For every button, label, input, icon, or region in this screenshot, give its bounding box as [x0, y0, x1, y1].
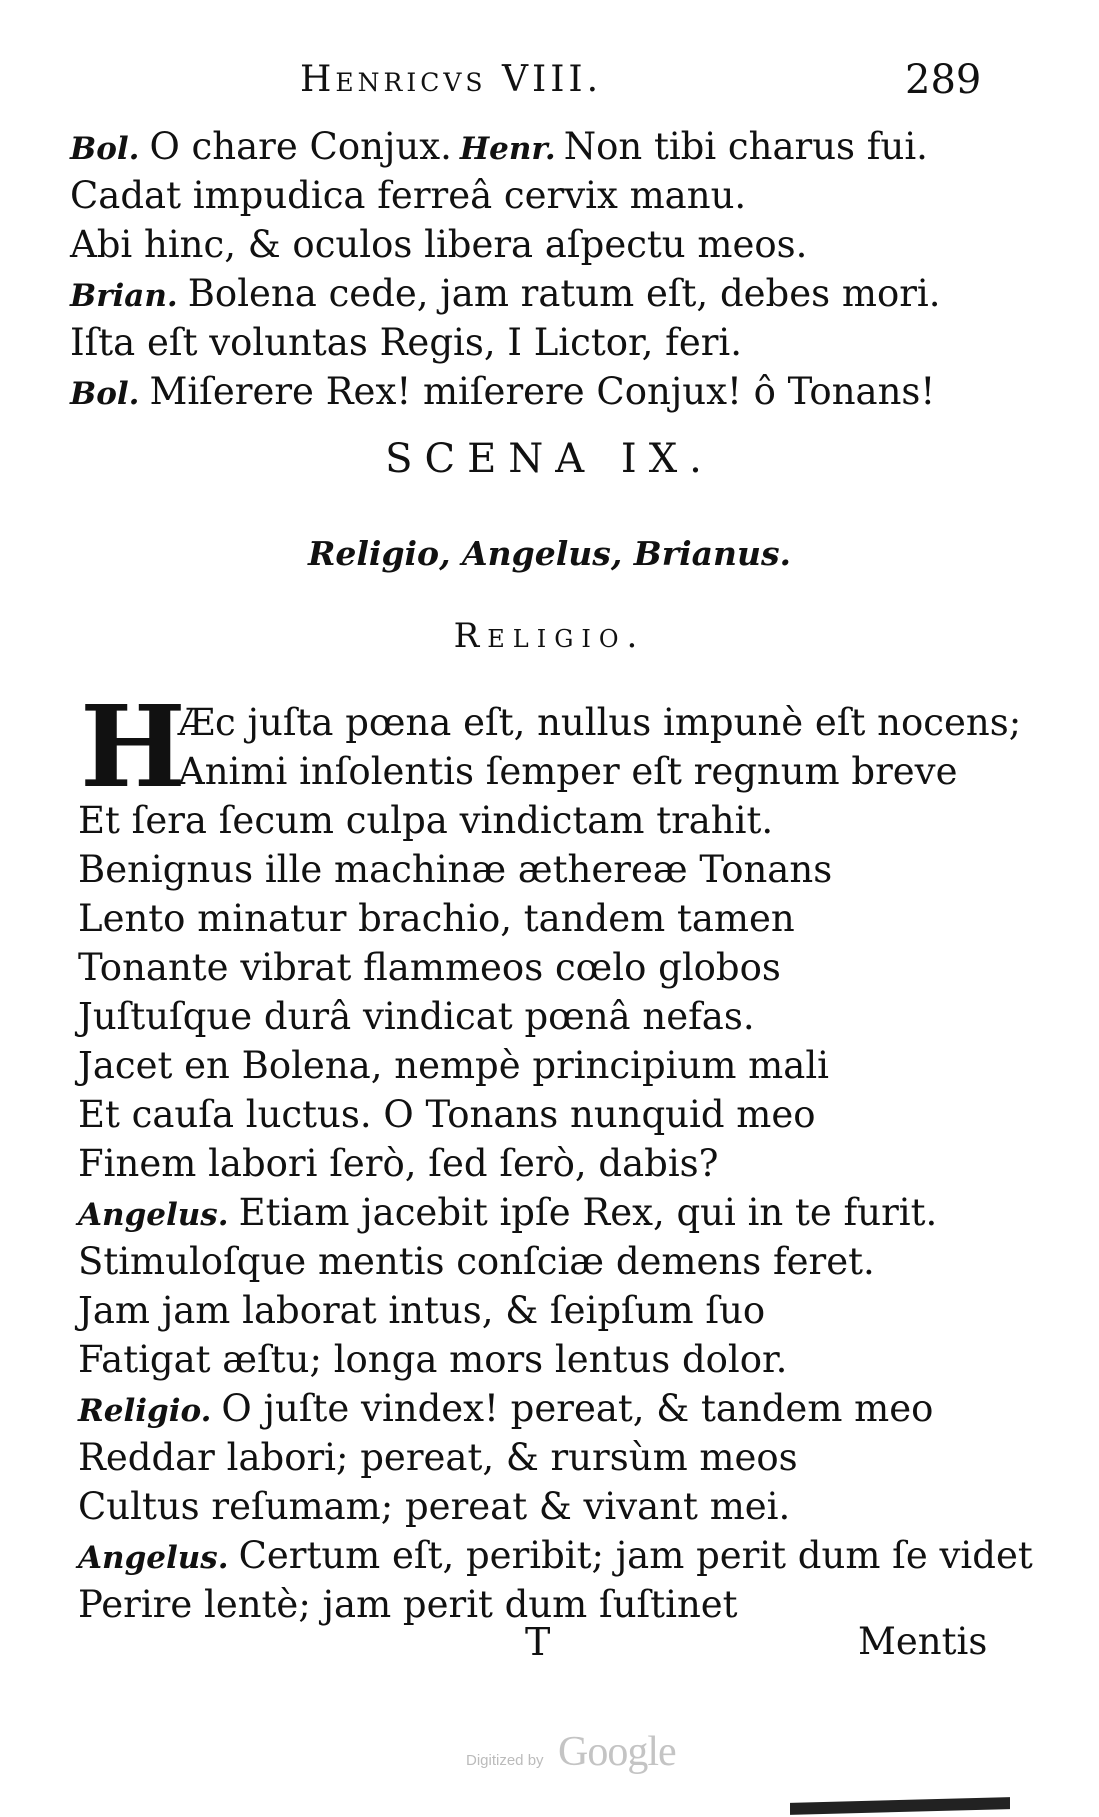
verse-line: [78, 1188, 1038, 1237]
verse-line: [78, 1286, 1038, 1335]
verse-line: [78, 1433, 1038, 1482]
verse-text: Æc juſta pœna eſt, nullus impunè eſt nocens;: [178, 701, 1022, 744]
verse-text: Abi hinc, & oculos libera aſpectu meos.: [70, 223, 808, 266]
verse-text: Et cauſa luctus. O Tonans nunquid meo: [78, 1093, 816, 1136]
verse-line: [78, 1090, 1038, 1139]
verse-text: Tonante vibrat flammeos cœlo globos: [78, 946, 781, 989]
scene-characters: Religio, Angelus, Brianus.: [307, 534, 792, 573]
verse-text: Cultus reſumam; pereat & vivant mei.: [78, 1485, 791, 1528]
verse-line: [78, 1335, 1038, 1384]
verse-line: [78, 845, 1038, 894]
verse-text: Jacet en Bolena, nempè principium mali: [78, 1044, 829, 1087]
verse-text: Et ſera ſecum culpa vindictam trahit.: [78, 799, 774, 842]
verse-text: Bolena cede, jam ratum eſt, debes mori.: [187, 272, 941, 315]
verse-line: [78, 747, 1038, 796]
verse-text: Certum eſt, peribit; jam perit dum ſe videt: [238, 1534, 1033, 1577]
verse-line: [78, 1531, 1038, 1580]
catchword: Mentis: [858, 1620, 988, 1663]
verse-line: [70, 220, 1030, 269]
speaker-name: Religio.: [78, 1393, 212, 1429]
verse-text: Reddar labori; pereat, & rursùm meos: [78, 1436, 798, 1479]
speaker-name: Bol.: [70, 376, 140, 412]
scan-edge-mark: [790, 1797, 1010, 1815]
verse-line: [70, 367, 1030, 416]
verse-line: [78, 943, 1038, 992]
verse-line: [78, 894, 1038, 943]
verse-text: Cadat impudica ferreâ cervix manu.: [70, 174, 747, 217]
digitized-watermark: [462, 1728, 702, 1778]
speaker-name: Bol.: [70, 131, 140, 167]
speaker-heading: Religio.: [453, 616, 646, 656]
verse-text: Jam jam laborat intus, & ſeipſum ſuo: [78, 1289, 766, 1332]
verse-line: [78, 992, 1038, 1041]
verse-block-top: [70, 122, 1030, 416]
page-header: [0, 55, 1099, 105]
verse-text: O chare Conjux.: [149, 125, 452, 168]
verse-text: Juſtuſque durâ vindicat pœnâ nefas.: [78, 995, 755, 1038]
verse-text: Etiam jacebit ipſe Rex, qui in te furit.: [238, 1191, 938, 1234]
speaker-name: Henr.: [459, 131, 556, 167]
verse-line: [78, 796, 1038, 845]
verse-line: [78, 698, 1038, 747]
page-footer: [0, 1620, 1099, 1670]
verse-line: [78, 1384, 1038, 1433]
verse-text: Stimuloſque mentis conſciæ demens feret.: [78, 1240, 875, 1283]
verse-line: [70, 318, 1030, 367]
verse-text: Finem labori ſerò, ſed ſerò, dabis?: [78, 1142, 719, 1185]
verse-text: Lento minatur brachio, tandem tamen: [78, 897, 795, 940]
digitized-by-text: Digitized by: [466, 1752, 544, 1769]
running-title: Henricvs VIII.: [300, 59, 603, 100]
verse-block-speech: [78, 682, 1038, 1629]
verse-line: [78, 1482, 1038, 1531]
drop-cap: H: [80, 682, 186, 813]
verse-text: Non tibi charus fui.: [563, 125, 928, 168]
verse-text: Miſerere Rex! miſerere Conjux! ô Tonans!: [149, 370, 936, 413]
verse-text: Animi inſolentis ſemper eſt regnum breve: [178, 750, 958, 793]
verse-text: Benignus ille machinæ æthereæ Tonans: [78, 848, 833, 891]
verse-line: [78, 1041, 1038, 1090]
verse-line: [70, 122, 1030, 171]
verse-line: [70, 171, 1030, 220]
verse-text: Iſta eſt voluntas Regis, I Lictor, feri.: [70, 321, 743, 364]
verse-line: [70, 269, 1030, 318]
scene-title: SCENA IX.: [385, 436, 714, 482]
google-logo: Google: [558, 1729, 676, 1775]
speaker-name: Brian.: [70, 278, 178, 314]
verse-line: [78, 1139, 1038, 1188]
speaker-name: Angelus.: [78, 1197, 229, 1233]
verse-text: Fatigat æſtu; longa mors lentus dolor.: [78, 1338, 788, 1381]
speaker-name: Angelus.: [78, 1540, 229, 1576]
verse-text: O juſte vindex! pereat, & tandem meo: [221, 1387, 934, 1430]
signature-mark: T: [525, 1620, 551, 1664]
page-number: 289: [905, 57, 982, 103]
verse-text: Perire lentè; jam perit dum ſuſtinet: [78, 1583, 738, 1626]
verse-line: [78, 1237, 1038, 1286]
